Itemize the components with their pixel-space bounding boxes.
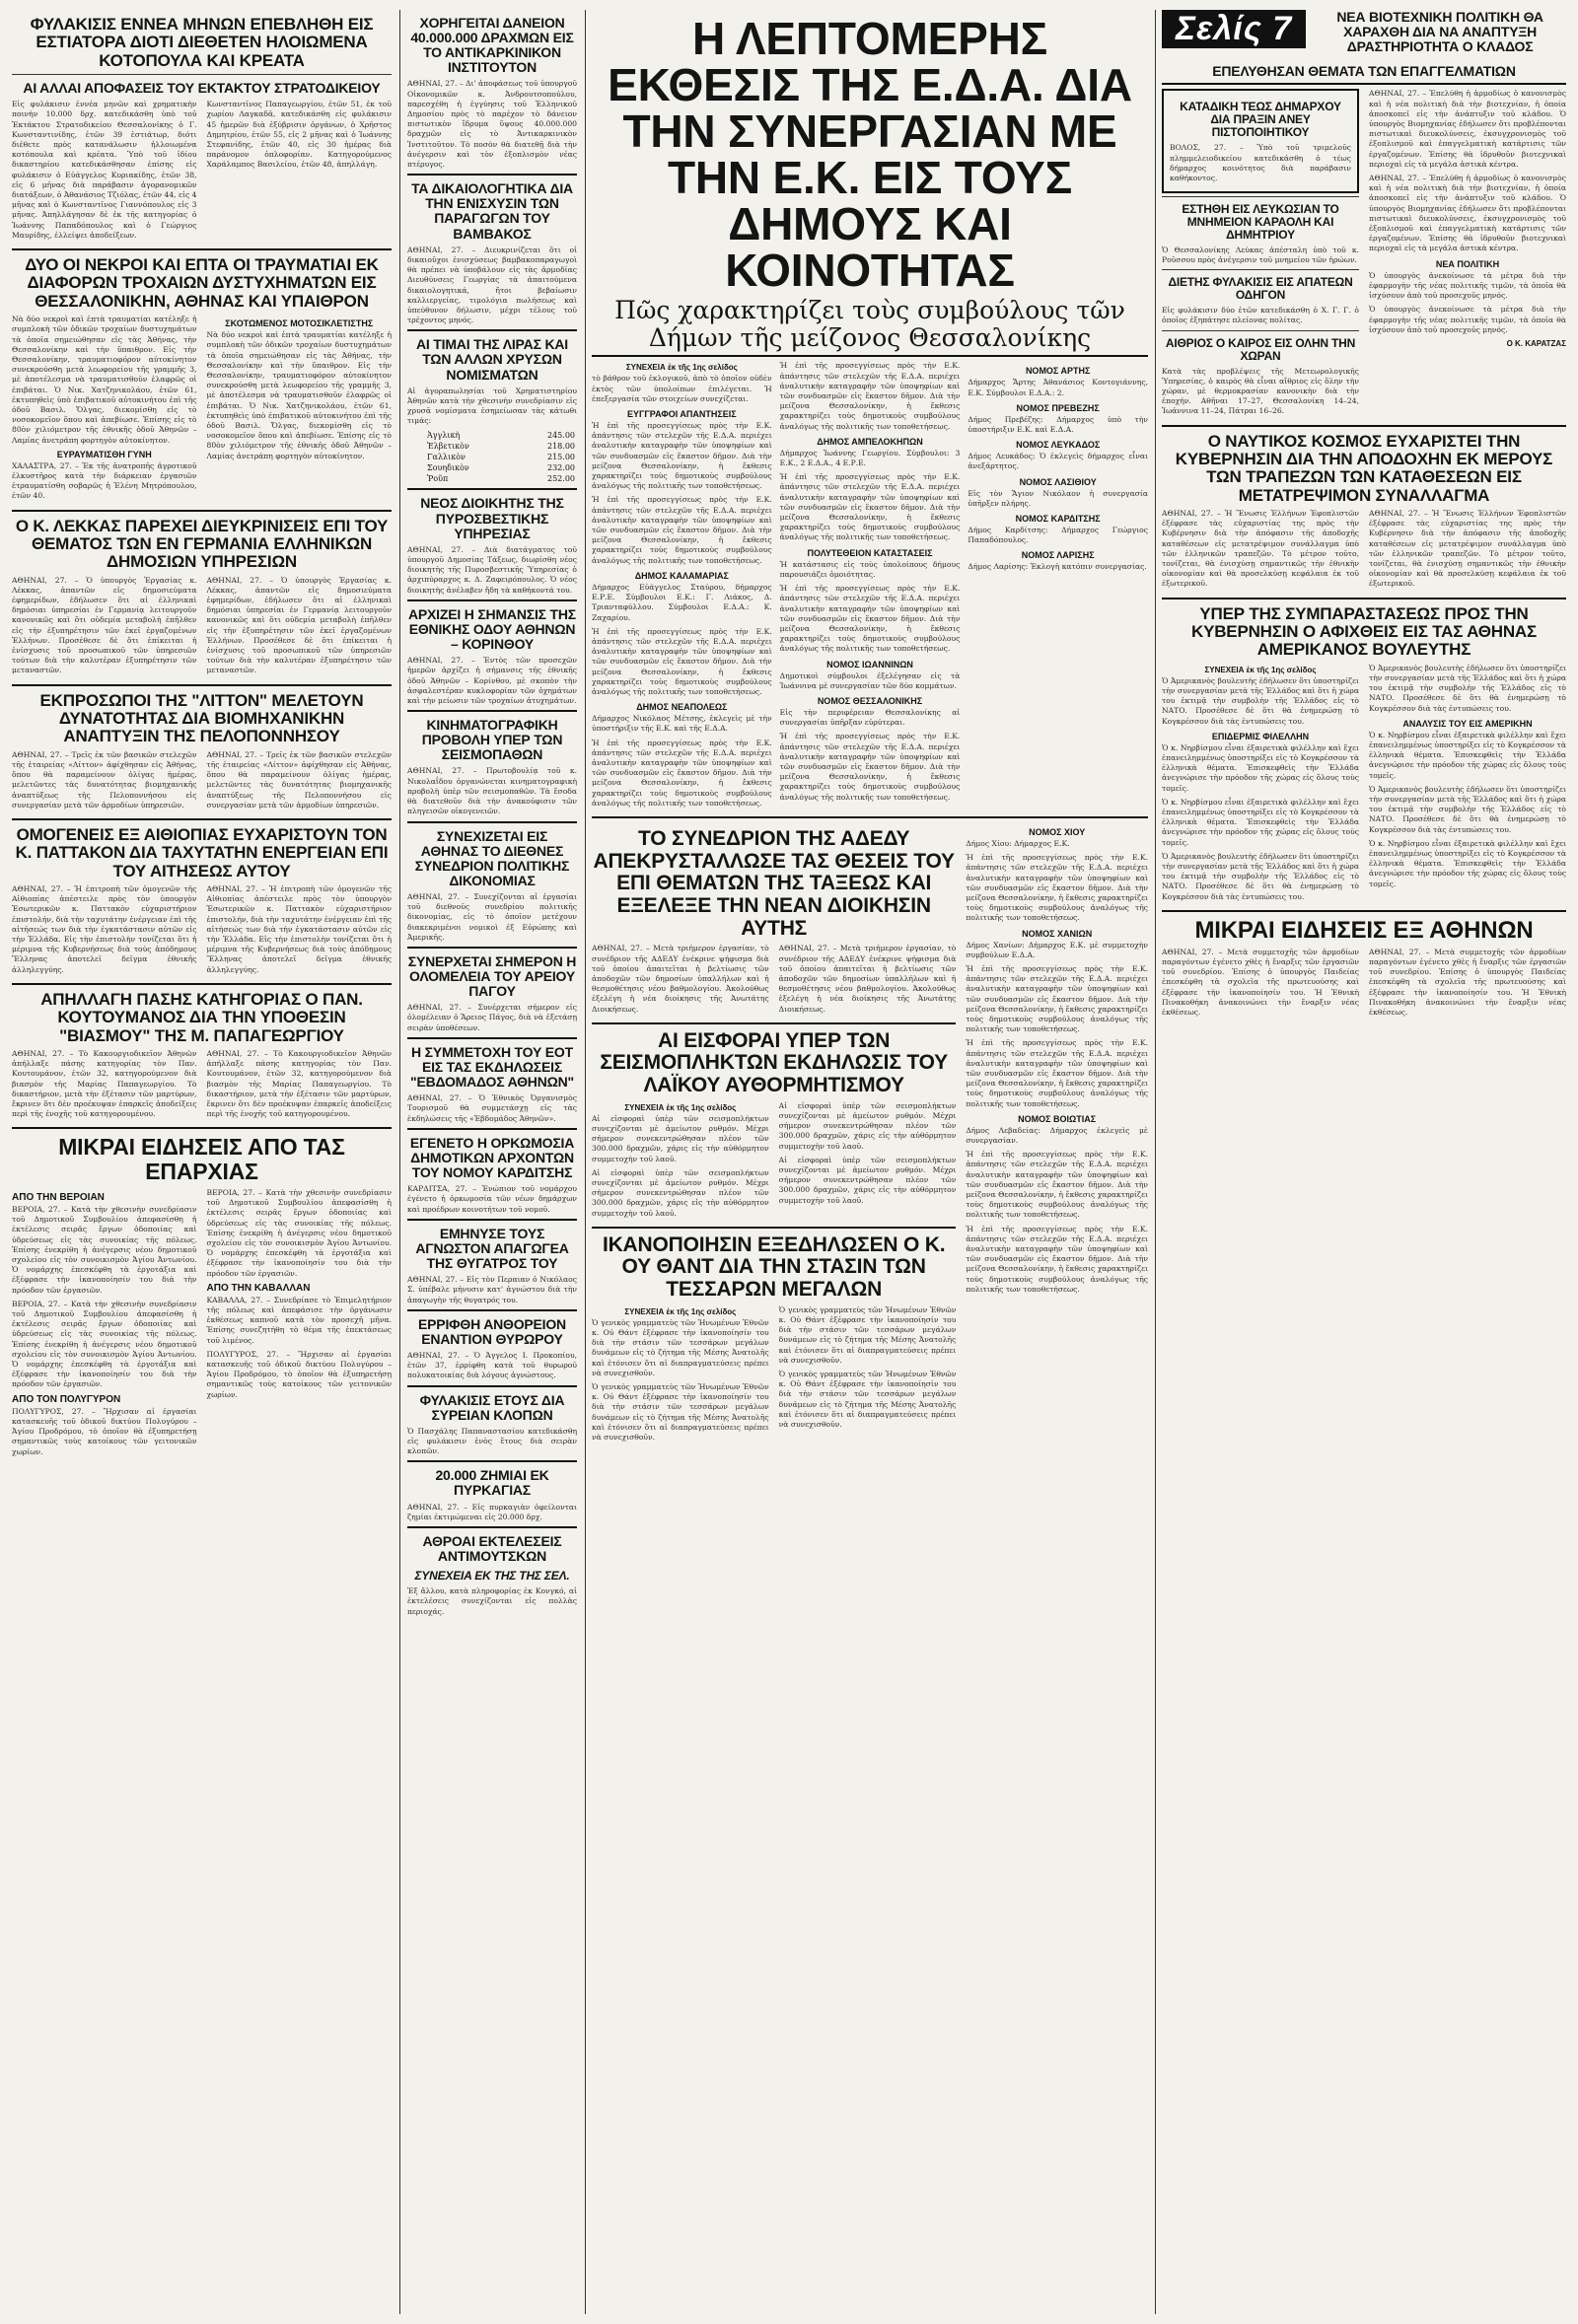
article-text: Ὁ κ. Νηρβίσμου εἶναι ἐξαιρετικὰ φιλέλλην καὶ ἔχει ἐπανειλημμένως ὑποστηρίξει εἰς τὸ Κογκρέσσον τὰ ἑλληνικὰ θέματα. Ἐπισκεφθεὶς τὴν Ἑλλάδα ἀνεγνώρισε τὴν πρόοδον τῆς χώρας εἰς ὅλους τοὺς τομεῖς. — [1369, 730, 1566, 780]
center-column — [592, 10, 1148, 1446]
article-text: Νὰ δύο νεκροὶ καὶ ἑπτὰ τραυματίαι κατέληξε ἡ συμπλοκὴ τῶν ὁδικῶν τροχαίων δυστυχημάτων τὰ ὁποῖα σημειώθησαν εἰς τὰς Ἀθήνας, τὴν Θεσσαλονίκην καὶ τὴν ὕπαιθρον. Εἰς τὴν Θεσσαλονίκην, τραυματιοφόρον αὐτοκίνητον συνεκρούσθη μετὰ λεωφορείου τῆς γραμμῆς 3, μὲ ἀποτέλεσμα νὰ τραυματισθοῦν ἐλαφρῶς οἱ ἐπιβάται. Ὁ Νικ. Χατζηνικολάου, ἐτῶν 61, ἐκτυπηθεὶς ὑπὸ ἐπιβατικοῦ αὐτοκινήτου ἐπὶ τῆς ὁδοῦ Βασιλ. Ὄλγας, διεκομίσθη εἰς τὸ νοσοκομεῖον ὅπου καὶ ἀπεβίωσε. Ἐπίσης εἰς τὸ 80ὸν χιλιόμετρον τῆς ἐθνικῆς ὁδοῦ Ἀθηνῶν – Λαμίας ἀνετράπη φορτηγὸν αὐτοκίνητον. — [206, 330, 392, 460]
article-text: Εἰς φυλάκισιν δύο ἐτῶν κατεδικάσθη ὁ Χ. Γ. Γ. ὁ ὁποῖος ἐξηπάτησε πλείονας πολίτας. — [1162, 306, 1359, 325]
column-rule — [399, 10, 400, 2314]
article-text: ΑΘΗΝΑΙ, 27. – Τὸ Κακουργιοδικεῖον Ἀθηνῶν ἀπήλλαξε πάσης κατηγορίας τὸν Παν. Κουτουμάνον, ἐτῶν 32, κατηγορούμενον διὰ βιασμὸν τῆς Μαρίας Παπαγεωργίου. Τὸ δικαστήριον, μετὰ τὴν ἐξέτασιν τῶν μαρτύρων, ἔκρινεν ὅτι δὲν προέκυψαν ἐπαρκεῖς ἀποδείξεις περὶ τῆς ἐνοχῆς τοῦ κατηγορουμένου. — [12, 1048, 197, 1119]
price-row: Γαλλικὸν 215.00 — [427, 453, 575, 462]
price-row: Ἑλβετικὸν 218.00 — [427, 442, 575, 452]
article-text: Κωνσταντῖνος Παπαγεωργίου, ἐτῶν 51, ἐκ τοῦ χωρίου Λαγκαδᾶ, κατεδικάσθη εἰς φυλάκισιν 45 ἡμερῶν διὰ ἐξύβρισιν ὀργάνων, ὁ Χρῆστος Δημητρίου, ἐτῶν 55, εἰς 2 μῆνας καὶ ὁ Ἰωάννης Στεφανίδης, ἐτῶν 40, εἰς 30 ἡμέρας διὰ παράνομον ὀπλοφορίαν. Κατηγορούμενος Χαράλαμπος Βασιλείου, ἐτῶν 48, ἀπηλλάγη. — [206, 100, 392, 170]
headline: ΦΥΛΑΚΙΣΙΣ ΕΝΝΕΑ ΜΗΝΩΝ ΕΠΕΒΛΗΘΗ ΕΙΣ ΕΣΤΙΑΤΟΡΑ ΔΙΟΤΙ ΔΙΕΘΕΤΕΝ ΗΛΟΙΩΜΕΝΑ ΚΟΤΟΠΟΥΛΑ ΚΑΙ ΚΡΕΑΤΑ — [30, 15, 374, 70]
headline: ΑΙΘΡΙΟΣ Ο ΚΑΙΡΟΣ ΕΙΣ ΟΛΗΝ ΤΗΝ ΧΩΡΑΝ — [1165, 335, 1356, 363]
article-text: ΑΘΗΝΑΙ, 27. – Τὸ Κακουργιοδικεῖον Ἀθηνῶν ἀπήλλαξε πάσης κατηγορίας τὸν Παν. Κουτουμάνον, ἐτῶν 32, κατηγορούμενον διὰ βιασμὸν τῆς Μαρίας Παπαγεωργίου. Τὸ δικαστήριον, μετὰ τὴν ἐξέτασιν τῶν μαρτύρων, ἔκρινεν ὅτι δὲν προέκυψαν ἐπαρκεῖς ἀποδείξεις περὶ τῆς ἐνοχῆς τοῦ κατηγορουμένου. — [206, 1048, 392, 1119]
article-text: ΒΟΛΟΣ, 27. – Ὑπὸ τοῦ τριμελοῦς πλημμελειοδικείου κατεδικάσθη ὁ τέως δήμαρχος κοινότητος διὰ παράβασιν καθήκοντος. — [1170, 143, 1351, 182]
article-text: Ἡ ἐπὶ τῆς προσεγγίσεως πρὸς τὴν Ε.Κ. ἀπάντησις τῶν στελεχῶν τῆς Ε.Δ.Α. περιέχει ἀναλυτικὴν καταγραφὴν τῶν ὑποψηφίων καὶ τῶν συνδυασμῶν εἰς ἕκαστον δῆμον. Διὰ τὴν μείζονα Θεσσαλονίκην, ἡ ἔκθεσις χαρακτηρίζει τοὺς δημοτικοὺς συμβούλους ἀναλόγως τῆς πολιτικῆς των τοποθετήσεως. — [779, 472, 961, 542]
article-text: ΑΘΗΝΑΙ, 27. – Διευκρινίζεται ὅτι οἱ δικαιοῦχοι ἐνισχύσεως βαμβακοπαραγωγοὶ θὰ πρέπει νὰ ὑποβάλουν εἰς τὰς ἁρμοδίας Διευθύνσεις Γεωργίας τὰ ἀπαιτούμενα δικαιολογητικά, ἤτοι βεβαίωσιν καλλιεργείας, τιμολόγια πωλήσεως καὶ ὑπεύθυνον δήλωσιν, μέχρι τέλους τοῦ τρέχοντος μηνός. — [407, 245, 577, 325]
article-text: ΒΕΡΟΙΑ, 27. – Κατὰ τὴν χθεσινὴν συνεδρίασιν τοῦ Δημοτικοῦ Συμβουλίου ἀπεφασίσθη ἡ ἐκτέλεσις σειρᾶς ἔργων ὁδοποιίας καὶ ὑδρεύσεως εἰς τὰς συνοικίας τῆς πόλεως. Ἐπίσης ἐνεκρίθη ἡ ἀνέγερσις νέου δημοτικοῦ σχολείου εἰς τὸν συνοικισμὸν Ἁγίου Ἀντωνίου. Ὁ νομάρχης ἐπεσκέφθη τὰ ἐργοτάξια καὶ ἐξέφρασε τὴν ἱκανοποίησίν του διὰ τὴν πρόοδον τῶν ἐργασιῶν. — [12, 1299, 197, 1389]
article-text: Αἱ εἰσφοραὶ ὑπὲρ τῶν σεισμοπλήκτων συνεχίζονται μὲ ἀμείωτον ρυθμόν. Μέχρι σήμερον συνεκεντρώθησαν πλέον τῶν 300.000 δραχμῶν, χάρις εἰς τὴν αὐθόρμητον συμμετοχὴν τοῦ λαοῦ. — [778, 1155, 957, 1205]
article-text: Δήμος Λεβαδείας: Δήμαρχος ἐκλεγεὶς μὲ συνεργασίαν. — [966, 1125, 1148, 1146]
headline: ΑΙ ΤΙΜΑΙ ΤΗΣ ΛΙΡΑΣ ΚΑΙ ΤΩΝ ΑΛΛΩΝ ΧΡΥΣΩΝ ΝΟΜΙΣΜΑΤΩΝ — [416, 336, 568, 383]
article-text: Ὁ Ἀμερικανὸς βουλευτὴς ἐδήλωσεν ὅτι ὑποστηρίζει τὴν συνεργασίαν μετὰ τῆς Ἑλλάδος καὶ ὅτι ἡ χώρα του ἐκτιμᾷ τὴν συμβολὴν τῆς Ἑλλάδος εἰς τὸ ΝΑΤΟ. Προσέθεσε δὲ ὅτι θὰ ἐνημερώσῃ τὸ Κογκρέσσον διὰ τὰς ἐντυπώσεις του. — [1369, 784, 1566, 834]
section-headline: ΜΙΚΡΑΙ ΕΙΔΗΣΕΙΣ ΕΞ ΑΘΗΝΩΝ — [1194, 916, 1534, 944]
lead-headline: Η ΛΕΠΤΟΜΕΡΗΣ ΕΚΘΕΣΙΣ ΤΗΣ Ε.Δ.Α. ΔΙΑ ΤΗΝ ΣΥΝΕΡΓΑΣΙΑΝ ΜΕ ΤΗΝ Ε.Κ. ΕΙΣ ΤΟΥΣ ΔΗΜΟΥΣ ΚΑΙ ΚΟΙΝΟΤΗΤΑΣ — [608, 13, 1132, 296]
article-text: ΑΘΗΝΑΙ, 27. – Πρωτοβουλίᾳ τοῦ κ. Νικολαΐδου ὀργανώνεται κινηματογραφικὴ προβολὴ ὑπὲρ τῶν σεισμοπαθῶν. Τὰ ἔσοδα θὰ διατεθοῦν διὰ τὴν ἀνακούφισιν τῶν πληγεισῶν οἰκογενειῶν. — [407, 766, 577, 816]
headline: ΣΥΝΕΡΧΕΤΑΙ ΣΗΜΕΡΟΝ Η ΟΛΟΜΕΛΕΙΑ ΤΟΥ ΑΡΕΙΟΥ ΠΑΓΟΥ — [407, 952, 577, 1000]
headline: ΣΥΝΕΧΙΖΕΤΑΙ ΕΙΣ ΑΘΗΝΑΣ ΤΟ ΔΙΕΘΝΕΣ ΣΥΝΕΔΡΙΟΝ ΠΟΛΙΤΙΚΗΣ ΔΙΚΟΝΟΜΙΑΣ — [414, 827, 570, 888]
headline: ΑΘΡΟΑΙ ΕΚΤΕΛΕΣΕΙΣ ΑΝΤΙΜΟΥΤΣΚΩΝ — [422, 1532, 562, 1565]
article-text: Ὁ γενικὸς γραμματεὺς τῶν Ἡνωμένων Ἐθνῶν κ. Οὐ Θάντ ἐξέφρασε τὴν ἱκανοποίησίν του διὰ τὴν στάσιν τῶν τεσσάρων μεγάλων δυνάμεων εἰς τὸ ζήτημα τῆς Μέσης Ἀνατολῆς καὶ ἐτόνισεν ὅτι αἱ διαπραγματεύσεις πρέπει νὰ συνεχισθοῦν. — [592, 1382, 769, 1443]
article-text: ΑΘΗΝΑΙ, 27. – Δι' ἀποφάσεως τοῦ ὑπουργοῦ Οἰκονομικῶν κ. Ἀνδρουτσοπούλου, παρεσχέθη ἡ ἐγγύησις τοῦ Ἑλληνικοῦ Δημοσίου πρὸς τὸ παρέχον τὸ δάνειον πιστωτικὸν ἵδρυμα ὕψους 40.000.000 δραχμῶν εἰς τὸ Ἀντικαρκινικὸν Ἰνστιτοῦτον. Τὸ ποσὸν θὰ διατεθῇ διὰ τὴν ἀνέγερσιν καὶ τὸν ἐξοπλισμὸν νέας πτέρυγος. — [407, 79, 577, 170]
subheadline: ΑΠΟ ΤΗΝ ΚΑΒΑΛΛΑΝ — [206, 1282, 311, 1294]
article-text: Αἱ εἰσφοραὶ ὑπὲρ τῶν σεισμοπλήκτων συνεχίζονται μὲ ἀμείωτον ρυθμόν. Μέχρι σήμερον συνεκεντρώθησαν πλέον τῶν 300.000 δραχμῶν, χάρις εἰς τὴν αὐθόρμητον συμμετοχὴν τοῦ λαοῦ. — [778, 1100, 957, 1151]
subheadline: ΝΕΑ ΠΟΛΙΤΙΚΗ — [1435, 258, 1500, 269]
article-text: Ἡ ἐπὶ τῆς προσεγγίσεως πρὸς τὴν Ε.Κ. ἀπάντησις τῶν στελεχῶν τῆς Ε.Δ.Α. περιέχει ἀναλυτικὴν καταγραφὴν τῶν ὑποψηφίων καὶ τῶν συνδυασμῶν εἰς ἕκαστον δῆμον. Διὰ τὴν μείζονα Θεσσαλονίκην, ἡ ἔκθεσις χαρακτηρίζει τοὺς δημοτικοὺς συμβούλους ἀναλόγως τῆς πολιτικῆς των τοποθετήσεως. — [779, 361, 961, 431]
article-text: ΑΘΗΝΑΙ, 27. – Ὁ Ἀγγελος Ι. Προκοπίου, ἐτῶν 37, ἐρρίφθη κατὰ τοῦ θυρωροῦ πολυκατοικίας διὰ λόγους ἀγνώστους. — [407, 1350, 577, 1380]
headline: ΧΟΡΗΓΕΙΤΑΙ ΔΑΝΕΙΟΝ 40.000.000 ΔΡΑΧΜΩΝ ΕΙΣ ΤΟ ΑΝΤΙΚΑΡΚΙΝΙΚΟΝ ΙΝΣΤΙΤΟΥΤΟΝ — [410, 15, 574, 76]
article-text: Ἡ ἐπὶ τῆς προσεγγίσεως πρὸς τὴν Ε.Κ. ἀπάντησις τῶν στελεχῶν τῆς Ε.Δ.Α. περιέχει ἀναλυτικὴν καταγραφὴν τῶν ὑποψηφίων καὶ τῶν συνδυασμῶν εἰς ἕκαστον δῆμον. Διὰ τὴν μείζονα Θεσσαλονίκην, ἡ ἔκθεσις χαρακτηρίζει τοὺς δημοτικοὺς συμβούλους ἀναλόγως τῆς πολιτικῆς των τοποθετήσεως. — [966, 1150, 1148, 1220]
article-text: Ὁ γενικὸς γραμματεὺς τῶν Ἡνωμένων Ἐθνῶν κ. Οὐ Θάντ ἐξέφρασε τὴν ἱκανοποίησίν του διὰ τὴν στάσιν τῶν τεσσάρων μεγάλων δυνάμεων εἰς τὸ ζήτημα τῆς Μέσης Ἀνατολῆς καὶ ἐτόνισεν ὅτι αἱ διαπραγματεύσεις πρέπει νὰ συνεχισθοῦν. — [778, 1370, 957, 1430]
article-text: ΒΕΡΟΙΑ, 27. – Κατὰ τὴν χθεσινὴν συνεδρίασιν τοῦ Δημοτικοῦ Συμβουλίου ἀπεφασίσθη ἡ ἐκτέλεσις σειρᾶς ἔργων ὁδοποιίας καὶ ὑδρεύσεως εἰς τὰς συνοικίας τῆς πόλεως. Ἐπίσης ἐνεκρίθη ἡ ἀνέγερσις νέου δημοτικοῦ σχολείου εἰς τὸν συνοικισμὸν Ἁγίου Ἀντωνίου. Ὁ νομάρχης ἐπεσκέφθη τὰ ἐργοτάξια καὶ ἐξέφρασε τὴν ἱκανοποίησίν του διὰ τὴν πρόοδον τῶν ἐργασιῶν. — [206, 1188, 392, 1278]
article-text: Δήμαρχος Ἰωάννης Γεωργίου. Σύμβουλοι: 3 Ε.Κ., 2 Ε.Δ.Α., 4 Ε.Ρ.Ε. — [779, 448, 961, 468]
headline: ΤΟ ΣΥΝΕΔΡΙΟΝ ΤΗΣ ΑΔΕΔΥ ΑΠΕΚΡΥΣΤΑΛΛΩΣΕ ΤΑΣ ΘΕΣΕΙΣ ΤΟΥ ΕΠΙ ΘΕΜΑΤΩΝ ΤΗΣ ΤΑΞΕΩΣ ΚΑΙ ΕΞΕΛΕΞΕ ΤΗΝ ΝΕΑΝ ΔΙΟΙΚΗΣΙΝ ΑΥΤΗΣ — [593, 826, 955, 940]
article-text: Ὁ Ἀμερικανὸς βουλευτὴς ἐδήλωσεν ὅτι ὑποστηρίζει τὴν συνεργασίαν μετὰ τῆς Ἑλλάδος καὶ ὅτι ἡ χώρα του ἐκτιμᾷ τὴν συμβολὴν τῆς Ἑλλάδος εἰς τὸ ΝΑΤΟ. Προσέθεσε δὲ ὅτι θὰ ἐνημερώσῃ τὸ Κογκρέσσον διὰ τὰς ἐντυπώσεις του. — [1162, 675, 1359, 726]
article-text: ΑΘΗΝΑΙ, 27. – Ἡ Ἕνωσις Ἑλλήνων Ἐφοπλιστῶν ἐξέφρασε τὰς εὐχαριστίας της πρὸς τὴν Κυβέρνησιν διὰ τὴν ἀπόφασιν τῆς ἀποδοχῆς καταθέσεων εἰς μετατρέψιμον συνάλλαγμα ὑπὸ τῶν ἑλληνικῶν τραπεζῶν. Τὸ μέτρον τοῦτο, τονίζεται, θὰ ἐνισχύσῃ σημαντικῶς τὴν ἐθνικὴν οἰκονομίαν καὶ θὰ προσελκύσῃ κεφάλαια ἐκ τοῦ ἐξωτερικοῦ. — [1162, 509, 1359, 589]
headline: ΕΣΤΗΘΗ ΕΙΣ ΛΕΥΚΩΣΙΑΝ ΤΟ ΜΝΗΜΕΙΟΝ ΚΑΡΑΟΛΗ ΚΑΙ ΔΗΜΗΤΡΙΟΥ — [1182, 202, 1339, 243]
right-column — [1162, 10, 1566, 1021]
headline: ΕΜΗΝΥΣΕ ΤΟΥΣ ΑΓΝΩΣΤΟΝ ΑΠΑΓΩΓΕΑ ΤΗΣ ΘΥΓΑΤΡΟΣ ΤΟΥ — [415, 1225, 569, 1271]
subheadline: ΕΠΕΛΥΘΗΣΑΝ ΘΕΜΑΤΑ ΤΩΝ ΕΠΑΓΓΕΛΜΑΤΙΩΝ — [1212, 63, 1516, 80]
headline: Ο ΝΑΥΤΙΚΟΣ ΚΟΣΜΟΣ ΕΥΧΑΡΙΣΤΕΙ ΤΗΝ ΚΥΒΕΡΝΗΣΙΝ ΔΙΑ ΤΗΝ ΑΠΟΔΟΧΗΝ ΕΚ ΜΕΡΟΥΣ ΤΩΝ ΤΡΑΠΕΖΩΝ ΤΩΝ ΚΑΤΑΘΕΣΕΩΝ ΕΙΣ ΜΕΤΑΤΡΕΨΙΜΟΝ ΣΥΝΑΛΛΑΓΜΑ — [1175, 431, 1553, 505]
article-text: ΠΟΛΥΓΥΡΟΣ, 27. – Ἤρχισαν αἱ ἐργασίαι κατασκευῆς τοῦ ὁδικοῦ δικτύου Πολυγύρου – Ἁγίου Προδρόμου, τὸ ὁποῖον θὰ ἐξυπηρετήσῃ σημαντικῶς τοὺς κατοίκους τῶν γειτονικῶν χωρίων. — [206, 1349, 392, 1399]
article-text: Ἡ ἐπὶ τῆς προσεγγίσεως πρὸς τὴν Ε.Κ. ἀπάντησις τῶν στελεχῶν τῆς Ε.Δ.Α. περιέχει ἀναλυτικὴν καταγραφὴν τῶν ὑποψηφίων καὶ τῶν συνδυασμῶν εἰς ἕκαστον δῆμον. Διὰ τὴν μείζονα Θεσσαλονίκην, ἡ ἔκθεσις χαρακτηρίζει τοὺς δημοτικοὺς συμβούλους ἀναλόγως τῆς πολιτικῆς των τοποθετήσεως. — [592, 495, 772, 565]
headline: ΦΥΛΑΚΙΣΙΣ ΕΤΟΥΣ ΔΙΑ ΣΥΡΕΙΑΝ ΚΛΟΠΩΝ — [419, 1391, 565, 1423]
section-label: ΝΟΜΟΣ ΘΕΣΣΑΛΟΝΙΚΗΣ — [817, 695, 923, 706]
article-text: ΑΘΗΝΑΙ, 27. – Ἡ ἐπιτροπὴ τῶν ὁμογενῶν τῆς Αἰθιοπίας ἀπέστειλε πρὸς τὸν ὑπουργὸν Ἐσωτερικῶν κ. Παττακὸν εὐχαριστήριον ἐπιστολήν, διὰ τὴν ταχυτάτην ἐνέργειαν ἐπὶ τῆς αἰτήσεώς των διὰ τὴν ἐγκατάστασιν αὐτῶν εἰς τὴν Ἑλλάδα. Εἰς τὴν ἐπιστολὴν τονίζεται ὅτι ἡ μέριμνα τῆς Κυβερνήσεως διὰ τοὺς ἀπόδημους Ἕλληνας ἀποτελεῖ δεῖγμα ἐθνικῆς ἀλληλεγγύης. — [206, 884, 392, 974]
article-text: ΑΘΗΝΑΙ, 27. – Ἐπελύθη ἡ ἀρμοδίως ὁ κανονισμὸς καὶ ἡ νέα πολιτικὴ διὰ τὴν βιοτεχνίαν, ἡ ὁποία ἀποσκοπεῖ εἰς τὴν ἀνάπτυξιν τοῦ κλάδου. Ὁ ὑπουργὸς Βιομηχανίας ἐδήλωσεν ὅτι προβλέπονται πιστωτικαὶ διευκολύνσεις, ἐκσυγχρονισμὸς τοῦ ἐξοπλισμοῦ καὶ ἐπαγγελματικὴ κατάρτισις τῶν ἐργαζομένων. Ἐπίσης θὰ ἱδρυθοῦν βιοτεχνικαὶ περιοχαὶ εἰς τὰ μεγάλα ἀστικὰ κέντρα. — [1369, 174, 1566, 253]
page-number-logo: Σελίς 7 — [1162, 10, 1306, 48]
price-row: Ἀγγλικὴ 245.00 — [427, 431, 575, 441]
subheadline: ΑΝΑΛΥΣΙΣ ΤΟΥ ΕΙΣ ΑΜΕΡΙΚΗΝ — [1402, 718, 1533, 729]
lead-subtitle: Πῶς χαρακτηρίζει τοὺς συμβούλους τῶν Δήμων τῆς μείζονος Θεσσαλονίκης — [614, 296, 1125, 352]
subheadline: ΕΥΓΓΡΑΦΟΙ ΑΠΑΝΤΗΣΕΙΣ — [626, 409, 737, 420]
article-text: ΑΘΗΝΑΙ, 27. – Μετὰ τριήμερον ἐργασίαν, τὸ συνέδριον τῆς ΑΔΕΔΥ ἐνέκρινε ψήφισμα διὰ τοῦ ὁποίου ἀπαιτεῖται ἡ βελτίωσις τῶν ἀποδοχῶν τῶν δημοσίων ὑπαλλήλων καὶ ἡ θεσμοθέτησις νέου βαθμολογίου. Ἀκολούθως ἐξελέγη ἡ νέα διοίκησις τῆς Ἀνωτάτης Διοικήσεως. — [778, 944, 957, 1014]
section-label: ΔΗΜΟΣ ΝΕΑΠΟΛΕΩΣ — [636, 702, 728, 713]
article-text: ΑΘΗΝΑΙ, 27. – Μετὰ συμμετοχῆς τῶν ἁρμοδίων παραγόντων ἐγένετο χθὲς ἡ ἔναρξις τῶν ἐργασιῶν τοῦ συνεδρίου. Ἐπίσης ὁ ὑπουργὸς Παιδείας ἐπεσκέφθη τὰ σχολεῖα τῆς πρωτευούσης καὶ ἐξέφρασε τὴν ἱκανοποίησίν του. Ἡ Ἐθνικὴ Πινακοθήκη ἀνακοινώνει τὴν ἔναρξιν νέας ἐκθέσεως. — [1162, 947, 1359, 1017]
article-text: Δήμαρχος Εὐάγγελος Σταύρου, δήμαρχος Ε.Ρ.Ε. Σύμβουλοι Ε.Κ.: Γ. Λιάκος, Δ. Τριανταφύλλου. Σύμβουλοι Ε.Δ.Α.: Κ. Ζαχαρίου. — [592, 582, 772, 622]
headline: ΝΕΟΣ ΔΙΟΙΚΗΤΗΣ ΤΗΣ ΠΥΡΟΣΒΕΣΤΙΚΗΣ ΥΠΗΡΕΣΙΑΣ — [420, 495, 564, 541]
article-text: Εἰς τὸν Ἅγιον Νικόλαον ἡ συνεργασία ὑπῆρξεν πλήρης. — [968, 488, 1149, 508]
article-text: Αἱ εἰσφοραὶ ὑπὲρ τῶν σεισμοπλήκτων συνεχίζονται μὲ ἀμείωτον ρυθμόν. Μέχρι σήμερον συνεκεντρώθησαν πλέον τῶν 300.000 δραχμῶν, χάρις εἰς τὴν αὐθόρμητον συμμετοχὴν τοῦ λαοῦ. — [592, 1113, 769, 1163]
article-text: Ὁ Πασχάλης Παπαναστασίου κατεδικάσθη εἰς φυλάκισιν ἑνὸς ἔτους διὰ σειρὰν κλοπῶν. — [407, 1426, 577, 1456]
subheadline: ΕΠΙΔΕΡΜΙΣ ΦΙΛΕΛΛΗΝ — [1211, 731, 1310, 741]
article-text: ΑΘΗΝΑΙ, 27. – Ἐντὸς τῶν προσεχῶν ἡμερῶν ἀρχίζει ἡ σήμανσις τῆς ἐθνικῆς ὁδοῦ Ἀθηνῶν – Κορίνθου, μὲ σκοπὸν τὴν ἀσφαλεστέραν κυκλοφορίαν τῶν ὀχημάτων καὶ τὴν μείωσιν τῶν τροχαίων ἀτυχημάτων. — [407, 656, 577, 705]
article-text: ΧΑΛΑΣΤΡΑ, 27. – Ἐκ τῆς ἀνατροπῆς ἀγροτικοῦ ἐλκυστῆρος κατὰ τὴν διάρκειαν ἐργασιῶν ἐτραυματίσθη σοβαρῶς ἡ Ἐλένη Μητρόπουλου, ἐτῶν 40. — [12, 460, 197, 501]
article-text: ΑΘΗΝΑΙ, 27. – Ὁ ὑπουργὸς Ἐργασίας κ. Λέκκας, ἀπαντῶν εἰς δημοσιεύματα ἐφημερίδων, ἐδήλωσεν ὅτι αἱ ἐλληνικαὶ δημόσιαι ὑπηρεσίαι ἐν Γερμανίᾳ λειτουργοῦν κανονικῶς καὶ ὅτι οὐδεμία μεταβολὴ ἐπῆλθεν εἰς τὴν ἐξυπηρέτησιν τῶν ἐκεῖ ἐργαζομένων Ἑλλήνων. Προσέθεσε δὲ ὅτι ἐπίκειται ἡ ἐνίσχυσις τοῦ προσωπικοῦ τῶν ὑπηρεσιῶν τούτων διὰ τὴν καλυτέραν ἐξυπηρέτησιν τῶν μεταναστῶν. — [206, 575, 392, 675]
section-label: ΝΟΜΟΣ ΑΡΤΗΣ — [1025, 366, 1091, 377]
article-text: Ὁ γενικὸς γραμματεὺς τῶν Ἡνωμένων Ἐθνῶν κ. Οὐ Θάντ ἐξέφρασε τὴν ἱκανοποίησίν του διὰ τὴν στάσιν τῶν τεσσάρων μεγάλων δυνάμεων εἰς τὸ ζήτημα τῆς Μέσης Ἀνατολῆς καὶ ἐτόνισεν ὅτι αἱ διαπραγματεύσεις πρέπει νὰ συνεχισθοῦν. — [592, 1317, 769, 1377]
article-text: Ἡ ἐπὶ τῆς προσεγγίσεως πρὸς τὴν Ε.Κ. ἀπάντησις τῶν στελεχῶν τῆς Ε.Δ.Α. περιέχει ἀναλυτικὴν καταγραφὴν τῶν ὑποψηφίων καὶ τῶν συνδυασμῶν εἰς ἕκαστον δῆμον. Διὰ τὴν μείζονα Θεσσαλονίκην, ἡ ἔκθεσις χαρακτηρίζει τοὺς δημοτικοὺς συμβούλους ἀναλόγως τῆς πολιτικῆς των τοποθετήσεως. — [592, 626, 772, 696]
section-label: ΝΟΜΟΣ ΧΙΟΥ — [1029, 826, 1086, 837]
article-text: ΑΘΗΝΑΙ, 27. – Ἡ ἐπιτροπὴ τῶν ὁμογενῶν τῆς Αἰθιοπίας ἀπέστειλε πρὸς τὸν ὑπουργὸν Ἐσωτερικῶν κ. Παττακὸν εὐχαριστήριον ἐπιστολήν, διὰ τὴν ταχυτάτην ἐνέργειαν ἐπὶ τῆς αἰτήσεώς των διὰ τὴν ἐγκατάστασιν αὐτῶν εἰς τὴν Ἑλλάδα. Εἰς τὴν ἐπιστολὴν τονίζεται ὅτι ἡ μέριμνα τῆς Κυβερνήσεως διὰ τοὺς ἀπόδημους Ἕλληνας ἀποτελεῖ δεῖγμα ἐθνικῆς ἀλληλεγγύης. — [12, 884, 197, 974]
article-text: ΑΘΗΝΑΙ, 27. – Ἡ Ἕνωσις Ἑλλήνων Ἐφοπλιστῶν ἐξέφρασε τὰς εὐχαριστίας της πρὸς τὴν Κυβέρνησιν διὰ τὴν ἀπόφασιν τῆς ἀποδοχῆς καταθέσεων εἰς μετατρέψιμον συνάλλαγμα ὑπὸ τῶν ἑλληνικῶν τραπεζῶν. Τὸ μέτρον τοῦτο, τονίζεται, θὰ ἐνισχύσῃ σημαντικῶς τὴν ἐθνικὴν οἰκονομίαν καὶ θὰ προσελκύσῃ κεφάλαια ἐκ τοῦ ἐξωτερικοῦ. — [1369, 509, 1566, 589]
headline: ΑΙ ΕΙΣΦΟΡΑΙ ΥΠΕΡ ΤΩΝ ΣΕΙΣΜΟΠΛΗΚΤΩΝ ΕΚΔΗΛΩΣΙΣ ΤΟΥ ΛΑΪΚΟΥ ΑΥΘΟΡΜΗΤΙΣΜΟΥ — [600, 1028, 948, 1097]
article-text: Ἡ ἐπὶ τῆς προσεγγίσεως πρὸς τὴν Ε.Κ. ἀπάντησις τῶν στελεχῶν τῆς Ε.Δ.Α. περιέχει ἀναλυτικὴν καταγραφὴν τῶν ὑποψηφίων καὶ τῶν συνδυασμῶν εἰς ἕκαστον δῆμον. Διὰ τὴν μείζονα Θεσσαλονίκην, ἡ ἔκθεσις χαρακτηρίζει τοὺς δημοτικοὺς συμβούλους ἀναλόγως τῆς πολιτικῆς των τοποθετήσεως. — [966, 1224, 1148, 1294]
headline: ΚΑΤΑΔΙΚΗ ΤΕΩΣ ΔΗΜΑΡΧΟΥ ΔΙΑ ΠΡΑΞΙΝ ΑΝΕΥ ΠΙΣΤΟΠΟΙΗΤΙΚΟΥ — [1180, 100, 1341, 140]
article-text: Δήμος Χίου: Δήμαρχος Ε.Κ. — [966, 838, 1070, 848]
headline: ΑΡΧΙΖΕΙ Η ΣΗΜΑΝΣΙΣ ΤΗΣ ΕΘΝΙΚΗΣ ΟΔΟΥ ΑΘΗΝΩΝ – ΚΟΡΙΝΘΟΥ — [408, 605, 576, 653]
article-text: Ὁ γενικὸς γραμματεὺς τῶν Ἡνωμένων Ἐθνῶν κ. Οὐ Θάντ ἐξέφρασε τὴν ἱκανοποίησίν του διὰ τὴν στάσιν τῶν τεσσάρων μεγάλων δυνάμεων εἰς τὸ ζήτημα τῆς Μέσης Ἀνατολῆς καὶ ἐτόνισεν ὅτι αἱ διαπραγματεύσεις πρέπει νὰ συνεχισθοῦν. — [778, 1304, 957, 1365]
article-text: Δημοτικοὶ σύμβουλοι ἐξελέγησαν εἰς τὰ Ἰωάννινα μὲ συνεργασίαν τῶν δύο κομμάτων. — [779, 670, 961, 690]
headline: ΕΡΡΙΦΘΗ ΑΝΘΟΡΕΙΟΝ ΕΝΑΝΤΙΟΝ ΘΥΡΩΡΟΥ — [418, 1315, 566, 1347]
second-column — [407, 10, 577, 1621]
headline: 20.000 ΖΗΜΙΑΙ ΕΚ ΠΥΡΚΑΓΙΑΣ — [435, 1467, 549, 1499]
headline: ΥΠΕΡ ΤΗΣ ΣΥΜΠΑΡΑΣΤΑΣΕΩΣ ΠΡΟΣ ΤΗΝ ΚΥΒΕΡΝΗΣΙΝ Ο ΑΦΙΧΘΕΙΣ ΕΙΣ ΤΑΣ ΑΘΗΝΑΣ ΑΜΕΡΙΚΑΝΟΣ ΒΟΥΛΕΥΤΗΣ — [1191, 603, 1537, 660]
headline: Η ΣΥΜΜΕΤΟΧΗ ΤΟΥ ΕΟΤ ΕΙΣ ΤΑΣ ΕΚΔΗΛΩΣΕΙΣ "ΕΒΔΟΜΑΔΟΣ ΑΘΗΝΩΝ" — [410, 1043, 574, 1091]
article-text: ΠΟΛΥΓΥΡΟΣ, 27. – Ἤρχισαν αἱ ἐργασίαι κατασκευῆς τοῦ ὁδικοῦ δικτύου Πολυγύρου – Ἁγίου Προδρόμου, τὸ ὁποῖον θὰ ἐξυπηρετήσῃ σημαντικῶς τοὺς κατοίκους τῶν γειτονικῶν χωρίων. — [12, 1406, 197, 1456]
article-text: Δήμος Καρδίτσης: Δήμαρχος Γεώργιος Παπαδόπουλος. — [968, 526, 1149, 545]
article-text: Δήμος Πρεβέζης: Δήμαρχος ὑπὸ τὴν ὑποστήριξιν Ε.Κ. καὶ Ε.Δ.Α. — [968, 414, 1149, 435]
article-text: Ὁ ὑπουργὸς ἀνεκοίνωσε τὰ μέτρα διὰ τὴν ἐφαρμογὴν τῆς νέας πολιτικῆς τιμῶν, τὰ ὁποῖα θὰ ἰσχύσουν ἀπὸ τοῦ προσεχοῦς μηνός. — [1369, 270, 1566, 301]
article-text: ΑΘΗΝΑΙ, 27. – Συνέρχεται σήμερον εἰς ὁλομέλειαν ὁ Ἄρειος Πάγος, διὰ νὰ ἐξετάσῃ σειρὰν ὑποθέσεων. — [407, 1003, 577, 1032]
headline: ΝΕΑ ΒΙΟΤΕΧΝΙΚΗ ΠΟΛΙΤΙΚΗ ΘΑ ΧΑΡΑΧΘΗ ΔΙΑ ΝΑ ΑΝΑΠΤΥΞΗ ΔΡΑΣΤΗΡΙΟΤΗΤΑ Ο ΚΛΑΔΟΣ — [1336, 9, 1543, 55]
article-text: Δήμος Λαρίσης: Ἐκλογὴ κατόπιν συνεργασίας. — [968, 562, 1147, 572]
article-text: Δήμος Λευκάδος: Ὁ ἐκλεγεὶς δήμαρχος εἶναι ἀνεξάρτητος. — [968, 452, 1149, 471]
headline: ΕΓΕΝΕΤΟ Η ΟΡΚΩΜΟΣΙΑ ΔΗΜΟΤΙΚΩΝ ΑΡΧΟΝΤΩΝ ΤΟΥ ΝΟΜΟΥ ΚΑΡΔΙΤΣΗΣ — [409, 1134, 575, 1181]
article-text: ΑΘΗΝΑΙ, 27. – Συνεχίζονται αἱ ἐργασίαι τοῦ διεθνοῦς συνεδρίου πολιτικῆς δικονομίας, εἰς τὸ ὁποῖον μετέχουν διακεκριμένοι νομικοὶ ἐξ Εὐρώπης καὶ Ἀμερικῆς. — [407, 891, 577, 942]
headline: ΙΚΑΝΟΠΟΙΗΣΙΝ ΕΞΕΔΗΛΩΣΕΝ Ο Κ. ΟΥ ΘΑΝΤ ΔΙΑ ΤΗΝ ΣΤΑΣΙΝ ΤΩΝ ΤΕΣΣΑΡΩΝ ΜΕΓΑΛΩΝ — [602, 1232, 946, 1302]
subheadline: ΑΠΟ ΤΟΝ ΠΟΛΥΓΥΡΟΝ — [12, 1393, 121, 1405]
article-text: Ὁ κ. Νηρβίσμου εἶναι ἐξαιρετικὰ φιλέλλην καὶ ἔχει ἐπανειλημμένως ὑποστηρίξει εἰς τὸ Κογκρέσσον τὰ ἑλληνικὰ θέματα. Ἐπισκεφθεὶς τὴν Ἑλλάδα ἀνεγνώρισε τὴν πρόοδον τῆς χώρας εἰς ὅλους τοὺς τομεῖς. — [1162, 797, 1359, 847]
article-text: Κατὰ τὰς προβλέψεις τῆς Μετεωρολογικῆς Ὑπηρεσίας, ὁ καιρὸς θὰ εἶναι αἴθριος εἰς ὅλην τὴν χώραν, μὲ θερμοκρασίαν κανονικὴν διὰ τὴν ἐποχήν. Αθῆναι 17–27, Θεσσαλονίκη 14–24, Ἰωάννινα 11–24, Πάτραι 16–26. — [1162, 366, 1359, 416]
price-row: Σουηδικὸν 232.00 — [427, 463, 575, 473]
byline: Ο Κ. ΚΑΡΑΤΖΑΣ — [1506, 338, 1566, 348]
continuation-label: ΣΥΝΕΧΕΙΑ ἐκ τῆς 1ης σελίδος — [1204, 665, 1317, 674]
article-text: Ἡ ἐπὶ τῆς προσεγγίσεως πρὸς τὴν Ε.Κ. ἀπάντησις τῶν στελεχῶν τῆς Ε.Δ.Α. περιέχει ἀναλυτικὴν καταγραφὴν τῶν ὑποψηφίων καὶ τῶν συνδυασμῶν εἰς ἕκαστον δῆμον. Διὰ τὴν μείζονα Θεσσαλονίκην, ἡ ἔκθεσις χαρακτηρίζει τοὺς δημοτικοὺς συμβούλους ἀναλόγως τῆς πολιτικῆς των τοποθετήσεως. — [966, 853, 1148, 923]
column-rule — [1155, 10, 1156, 2314]
article-text: Ἡ ἐπὶ τῆς προσεγγίσεως πρὸς τὴν Ε.Κ. ἀπάντησις τῶν στελεχῶν τῆς Ε.Δ.Α. περιέχει ἀναλυτικὴν καταγραφὴν τῶν ὑποψηφίων καὶ τῶν συνδυασμῶν εἰς ἕκαστον δῆμον. Διὰ τὴν μείζονα Θεσσαλονίκην, ἡ ἔκθεσις χαρακτηρίζει τοὺς δημοτικοὺς συμβούλους ἀναλόγως τῆς πολιτικῆς των τοποθετήσεως. — [966, 1038, 1148, 1108]
section-label: ΔΗΜΟΣ ΑΜΠΕΛΟΚΗΠΩΝ — [817, 436, 923, 447]
article-text: ΚΑΒΑΛΛΑ, 27. – Συνεδρίασε τὸ Ἐπιμελητήριον τῆς πόλεως καὶ ἀπεφάσισε τὴν ὀργάνωσιν ἐκθέσεως καπνοῦ κατὰ τὸν προσεχῆ μῆνα. Ἐπίσης συνεζητήθη τὸ θέμα τῆς ἐπεκτάσεως τοῦ λιμένος. — [206, 1295, 392, 1345]
continuation-label: ΣΥΝΕΧΕΙΑ ἐκ τῆς 1ης σελίδος — [624, 1306, 737, 1316]
section-label: ΠΟΛΥΤΕΘΕΙΟΝ ΚΑΤΑΣΤΑΣΕΙΣ — [807, 547, 933, 558]
subheadline: ΣΚΟΤΩΜΕΝΟΣ ΜΟΤΟΣΙΚΛΕΤΙΣΤΗΣ — [225, 318, 374, 329]
subheadline: ΕΥΡΑΥΜΑΤΙΣΘΗ ΓΥΝΗ — [56, 449, 152, 459]
column-rule — [585, 10, 586, 2314]
article-text: ΑΘΗΝΑΙ, 27. – Τρεῖς ἐκ τῶν βασικῶν στελεχῶν τῆς ἑταιρείας «Λίττον» ἀφίχθησαν εἰς Ἀθήνας, ὅπου θὰ παραμείνουν ὀλίγας ἡμέρας, μελετῶντες τὰς δυνατότητας βιομηχανικῆς ἀναπτύξεως τῆς Πελοποννήσου εἰς συνεργασίαν μετὰ τῶν ἁρμοδίων ὑπηρεσιῶν. — [12, 749, 197, 810]
article-text: Ὁ Θεσσαλονίκης Λεύκας ἀπέσταλη ὑπὸ τοῦ κ. Ροῦσσου πρὸς ἀνέγερσιν τοῦ μνημείου τῶν ἡρώων. — [1162, 245, 1359, 265]
section-label: ΝΟΜΟΣ ΙΩΑΝΝΙΝΩΝ — [826, 659, 913, 669]
section-headline: ΜΙΚΡΑΙ ΕΙΔΗΣΕΙΣ ΑΠΟ ΤΑΣ ΕΠΑΡΧΙΑΣ — [58, 1134, 345, 1185]
article-text: ΑΘΗΝΑΙ, 27. – Εἰς τὸν Περαιαν ὁ Νικόλαος Σ. ὑπέβαλε μήνυσιν κατ' ἀγνώστου διὰ τὴν ἀπαγωγὴν τῆς θυγατρός του. — [407, 1275, 577, 1304]
article-text: ΑΘΗΝΑΙ, 27. – Μετὰ συμμετοχῆς τῶν ἁρμοδίων παραγόντων ἐγένετο χθὲς ἡ ἔναρξις τῶν ἐργασιῶν τοῦ συνεδρίου. Ἐπίσης ὁ ὑπουργὸς Παιδείας ἐπεσκέφθη τὰ σχολεῖα τῆς πρωτευούσης καὶ ἐξέφρασε τὴν ἱκανοποίησίν του. Ἡ Ἐθνικὴ Πινακοθήκη ἀνακοινώνει τὴν ἔναρξιν νέας ἐκθέσεως. — [1369, 947, 1566, 1017]
subheadline: ΑΠΟ ΤΗΝ ΒΕΡΟΙΑΝ — [12, 1192, 105, 1204]
article-text: Ἡ κατάστασις εἰς τοὺς ὑπολοίπους δήμους παρουσιάζει ὁμοιότητας. — [779, 559, 961, 579]
section-label: ΝΟΜΟΣ ΚΑΡΔΙΤΣΗΣ — [1015, 514, 1101, 525]
section-label: ΝΟΜΟΣ ΒΟΙΩΤΙΑΣ — [1018, 1113, 1097, 1124]
article-text: Αἱ ἀγοραπωλησίαι τοῦ Χρηματιστηρίου Ἀθηνῶν κατὰ τὴν χθεσινὴν συνεδρίασιν εἰς χρυσᾶ νομίσματα ἐσημείωσαν τὰς κάτωθι τιμάς: — [407, 386, 577, 426]
section-label: ΝΟΜΟΣ ΛΑΡΙΣΗΣ — [1021, 550, 1095, 561]
headline: ΤΑ ΔΙΚΑΙΟΛΟΓΗΤΙΚΑ ΔΙΑ ΤΗΝ ΕΝΙΣΧΥΣΙΝ ΤΩΝ ΠΑΡΑΓΩΓΩΝ ΤΟΥ ΒΑΜΒΑΚΟΣ — [411, 180, 573, 242]
article-text: ΒΕΡΟΙΑ, 27. – Κατὰ τὴν χθεσινὴν συνεδρίασιν τοῦ Δημοτικοῦ Συμβουλίου ἀπεφασίσθη ἡ ἐκτέλεσις σειρᾶς ἔργων ὁδοποιίας καὶ ὑδρεύσεως εἰς τὰς συνοικίας τῆς πόλεως. Ἐπίσης ἐνεκρίθη ἡ ἀνέγερσις νέου δημοτικοῦ σχολείου εἰς τὸν συνοικισμὸν Ἁγίου Ἀντωνίου. Ὁ νομάρχης ἐπεσκέφθη τὰ ἐργοτάξια καὶ ἐξέφρασε τὴν ἱκανοποίησίν του διὰ τὴν πρόοδον τῶν ἐργασιῶν. — [12, 1205, 197, 1295]
gold-price-list — [427, 430, 577, 484]
article-text: ΑΘΗΝΑΙ, 27. – Τρεῖς ἐκ τῶν βασικῶν στελεχῶν τῆς ἑταιρείας «Λίττον» ἀφίχθησαν εἰς Ἀθήνας, ὅπου θὰ παραμείνουν ὀλίγας ἡμέρας, μελετῶντες τὰς δυνατότητας βιομηχανικῆς ἀναπτύξεως τῆς Πελοποννήσου εἰς συνεργασίαν μετὰ τῶν ἁρμοδίων ὑπηρεσιῶν. — [206, 749, 392, 810]
headline: ΔΙΕΤΗΣ ΦΥΛΑΚΙΣΙΣ ΕΙΣ ΑΠΑΤΕΩΝ ΟΔΗΓΟΝ — [1168, 275, 1353, 303]
left-column — [12, 10, 392, 1461]
article-text: ΑΘΗΝΑΙ, 27. – Διὰ διατάγματος τοῦ ὑπουργοῦ Δημοσίας Τάξεως, διωρίσθη νέος διοικητὴς τῆς Πυροσβεστικῆς Ὑπηρεσίας ὁ ἀρχιπύραρχος κ. Δ. Ζαφειρόπουλος. Ὁ νέος διοικητὴς ἀνέλαβεν ἤδη τὰ καθήκοντά του. — [407, 544, 577, 595]
article-text: Ἡ ἐπὶ τῆς προσεγγίσεως πρὸς τὴν Ε.Κ. ἀπάντησις τῶν στελεχῶν τῆς Ε.Δ.Α. περιέχει ἀναλυτικὴν καταγραφὴν τῶν ὑποψηφίων καὶ τῶν συνδυασμῶν εἰς ἕκαστον δῆμον. Διὰ τὴν μείζονα Θεσσαλονίκην, ἡ ἔκθεσις χαρακτηρίζει τοὺς δημοτικοὺς συμβούλους ἀναλόγως τῆς πολιτικῆς των τοποθετήσεως. — [779, 732, 961, 802]
article-text: Δήμος Χανίων: Δήμαρχος Ε.Κ. μὲ συμμετοχὴν συμβούλων Ε.Δ.Α. — [966, 940, 1148, 959]
headline: ΚΙΝΗΜΑΤΟΓΡΑΦΙΚΗ ΠΡΟΒΟΛΗ ΥΠΕΡ ΤΩΝ ΣΕΙΣΜΟΠΑΘΩΝ — [421, 717, 563, 763]
article-text: Ἡ ἐπὶ τῆς προσεγγίσεως πρὸς τὴν Ε.Κ. ἀπάντησις τῶν στελεχῶν τῆς Ε.Δ.Α. περιέχει ἀναλυτικὴν καταγραφὴν τῶν ὑποψηφίων καὶ τῶν συνδυασμῶν εἰς ἕκαστον δῆμον. Διὰ τὴν μείζονα Θεσσαλονίκην, ἡ ἔκθεσις χαρακτηρίζει τοὺς δημοτικοὺς συμβούλους ἀναλόγως τῆς πολιτικῆς των τοποθετήσεως. — [966, 963, 1148, 1034]
article-text: ΑΘΗΝΑΙ, 27. – Εἰς πυρκαγιὰν ὀφείλονται ζημίαι ἐκτιμώμεναι εἰς 20.000 δρχ. — [407, 1502, 577, 1521]
section-label: ΔΗΜΟΣ ΚΑΛΑΜΑΡΙΑΣ — [634, 570, 729, 581]
article-text: Νὰ δύο νεκροὶ καὶ ἑπτὰ τραυματίαι κατέληξε ἡ συμπλοκὴ τῶν ὁδικῶν τροχαίων δυστυχημάτων τὰ ὁποῖα σημειώθησαν εἰς τὰς Ἀθήνας, τὴν Θεσσαλονίκην καὶ τὴν ὕπαιθρον. Εἰς τὴν Θεσσαλονίκην, τραυματιοφόρον αὐτοκίνητον συνεκρούσθη μετὰ λεωφορείου τῆς γραμμῆς 3, μὲ ἀποτέλεσμα νὰ τραυματισθοῦν ἐλαφρῶς οἱ ἐπιβάται. Ὁ Νικ. Χατζηνικολάου, ἐτῶν 61, ἐκτυπηθεὶς ὑπὸ ἐπιβατικοῦ αὐτοκινήτου ἐπὶ τῆς ὁδοῦ Βασιλ. Ὄλγας, διεκομίσθη εἰς τὸ νοσοκομεῖον ὅπου καὶ ἀπεβίωσε. Ἐπίσης εἰς τὸ 80ὸν χιλιόμετρον τῆς ἐθνικῆς ὁδοῦ Ἀθηνῶν – Λαμίας ἀνετράπη φορτηγὸν αὐτοκίνητον. — [12, 315, 197, 445]
article-text: Αἱ εἰσφοραὶ ὑπὲρ τῶν σεισμοπλήκτων συνεχίζονται μὲ ἀμείωτον ρυθμόν. Μέχρι σήμερον συνεκεντρώθησαν πλέον τῶν 300.000 δραχμῶν, χάρις εἰς τὴν αὐθόρμητον συμμετοχὴν τοῦ λαοῦ. — [592, 1167, 769, 1218]
article-text: ΑΘΗΝΑΙ, 27. – Ὁ ὑπουργὸς Ἐργασίας κ. Λέκκας, ἀπαντῶν εἰς δημοσιεύματα ἐφημερίδων, ἐδήλωσεν ὅτι αἱ ἐλληνικαὶ δημόσιαι ὑπηρεσίαι ἐν Γερμανίᾳ λειτουργοῦν κανονικῶς καὶ ὅτι οὐδεμία μεταβολὴ ἐπῆλθεν εἰς τὴν ἐξυπηρέτησιν τῶν ἐκεῖ ἐργαζομένων Ἑλλήνων. Προσέθεσε δὲ ὅτι ἐπίκειται ἡ ἐνίσχυσις τοῦ προσωπικοῦ τῶν ὑπηρεσιῶν τούτων διὰ τὴν καλυτέραν ἐξυπηρέτησιν τῶν μεταναστῶν. — [12, 575, 197, 675]
article-text: ΑΘΗΝΑΙ, 27. – Μετὰ τριήμερον ἐργασίαν, τὸ συνέδριον τῆς ΑΔΕΔΥ ἐνέκρινε ψήφισμα διὰ τοῦ ὁποίου ἀπαιτεῖται ἡ βελτίωσις τῶν ἀποδοχῶν τῶν δημοσίων ὑπαλλήλων καὶ ἡ θεσμοθέτησις νέου βαθμολογίου. Ἀκολούθως ἐξελέγη ἡ νέα διοίκησις τῆς Ἀνωτάτης Διοικήσεως. — [592, 944, 769, 1014]
continuation-label: ΣΥΝΕΧΕΙΑ ΕΚ ΤΗΣ ΤΗΣ ΣΕΛ. — [414, 1569, 570, 1584]
headline: ΑΠΗΛΛΑΓΗ ΠΑΣΗΣ ΚΑΤΗΓΟΡΙΑΣ Ο ΠΑΝ. ΚΟΥΤΟΥΜΑΝΟΣ ΔΙΑ ΤΗΝ ΥΠΟΘΕΣΙΝ "ΒΙΑΣΜΟΥ" ΤΗΣ Μ. ΠΑΠΑΓΕΩΡΓΙΟΥ — [40, 989, 363, 1045]
continuation-label: ΣΥΝΕΧΕΙΑ ἐκ τῆς 1ης σελίδος — [625, 363, 738, 373]
article-text: ΑΘΗΝΑΙ, 27. – Ἐπελύθη ἡ ἀρμοδίως ὁ κανονισμὸς καὶ ἡ νέα πολιτικὴ διὰ τὴν βιοτεχνίαν, ἡ ὁποία ἀποσκοπεῖ εἰς τὴν ἀνάπτυξιν τοῦ κλάδου. Ὁ ὑπουργὸς Βιομηχανίας ἐδήλωσεν ὅτι προβλέπονται πιστωτικαὶ διευκολύνσεις, ἐκσυγχρονισμὸς τοῦ ἐξοπλισμοῦ καὶ ἐπαγγελματικὴ κατάρτισις τῶν ἐργαζομένων. Ἐπίσης θὰ ἱδρυθοῦν βιοτεχνικαὶ περιοχαὶ εἰς τὰ μεγάλα ἀστικὰ κέντρα. — [1369, 89, 1566, 169]
article-text: ΚΑΡΔΙΤΣΑ, 27. – Ἐνώπιον τοῦ νομάρχου ἐγένετο ἡ ὁρκωμοσία τῶν νέων δημάρχων καὶ προέδρων κοινοτήτων τοῦ νομοῦ. — [407, 1184, 577, 1214]
headline: ΔΥΟ ΟΙ ΝΕΚΡΟΙ ΚΑΙ ΕΠΤΑ ΟΙ ΤΡΑΥΜΑΤΙΑΙ ΕΚ ΔΙΑΦΟΡΩΝ ΤΡΟΧΑΙΩΝ ΔΥΣΤΥΧΗΜΑΤΩΝ ΕΙΣ ΘΕΣΣΑΛΟΝΙΚΗΝ, ΑΘΗΝΑΣ ΚΑΙ ΥΠΑΙΘΡΟΝ — [25, 255, 379, 311]
article-text: τὸ βάθρον τοῦ ἐκλογικοῦ, ἀπὸ τὸ ὁποῖον οὐδὲν ἐκτὸς τῶν ὑπολοίπων ἐπιλέγεται. Ἡ ἐπεξεργασία τῶν στοιχείων συνεχίζεται. — [592, 374, 772, 403]
article-text: Ὁ κ. Νηρβίσμου εἶναι ἐξαιρετικὰ φιλέλλην καὶ ἔχει ἐπανειλημμένως ὑποστηρίξει εἰς τὸ Κογκρέσσον τὰ ἑλληνικὰ θέματα. Ἐπισκεφθεὶς τὴν Ἑλλάδα ἀνεγνώρισε τὴν πρόοδον τῆς χώρας εἰς ὅλους τοὺς τομεῖς. — [1369, 838, 1566, 888]
article-text: Ὁ Ἀμερικανὸς βουλευτὴς ἐδήλωσεν ὅτι ὑποστηρίζει τὴν συνεργασίαν μετὰ τῆς Ἑλλάδος καὶ ὅτι ἡ χώρα του ἐκτιμᾷ τὴν συμβολὴν τῆς Ἑλλάδος εἰς τὸ ΝΑΤΟ. Προσέθεσε δὲ ὅτι θὰ ἐνημερώσῃ τὸ Κογκρέσσον διὰ τὰς ἐντυπώσεις του. — [1162, 851, 1359, 901]
article-text: Ὁ Ἀμερικανὸς βουλευτὴς ἐδήλωσεν ὅτι ὑποστηρίζει τὴν συνεργασίαν μετὰ τῆς Ἑλλάδος καὶ ὅτι ἡ χώρα του ἐκτιμᾷ τὴν συμβολὴν τῆς Ἑλλάδος εἰς τὸ ΝΑΤΟ. Προσέθεσε δὲ ὅτι θὰ ἐνημερώσῃ τὸ Κογκρέσσον διὰ τὰς ἐντυπώσεις του. — [1369, 663, 1566, 713]
subheadline: ΑΙ ΑΛΛΑΙ ΑΠΟΦΑΣΕΙΣ ΤΟΥ ΕΚΤΑΚΤΟΥ ΣΤΡΑΤΟΔΙΚΕΙΟΥ — [23, 80, 381, 97]
price-row: Ῥοῦπ 252.00 — [427, 474, 575, 484]
article-text: Ἡ ἐπὶ τῆς προσεγγίσεως πρὸς τὴν Ε.Κ. ἀπάντησις τῶν στελεχῶν τῆς Ε.Δ.Α. περιέχει ἀναλυτικὴν καταγραφὴν τῶν ὑποψηφίων καὶ τῶν συνδυασμῶν εἰς ἕκαστον δῆμον. Διὰ τὴν μείζονα Θεσσαλονίκην, ἡ ἔκθεσις χαρακτηρίζει τοὺς δημοτικοὺς συμβούλους ἀναλόγως τῆς πολιτικῆς των τοποθετήσεως. — [779, 584, 961, 654]
article-text: Εἰς φυλάκισιν ἐννέα μηνῶν καὶ χρηματικὴν ποινὴν 10.000 δρχ. κατεδικάσθη ὑπὸ τοῦ Ἐκτάκτου Στρατοδικείου Θεσσαλονίκης ὁ Γ. Κωνσταντινίδης, ἐτῶν 39 ἑστιάτωρ, διότι διέθετε πρὸς κατανάλωσιν ἠλλοιωμένα κοτόπουλα καὶ κρέατα. Ὑπὸ τοῦ ἰδίου δικαστηρίου κατεδικάσθησαν ἐπίσης εἰς φυλάκισιν ὁ Εὐάγγελος Κυριακίδης, ἐτῶν 38, εἰς 6 μῆνας διὰ παράβασιν ἀγορανομικῶν διατάξεων, ὁ Ἀθανάσιος Τζιόλας, ἐτῶν 44, εἰς 4 μῆνας καὶ ὁ Κωνσταντῖνος Γιαννόπουλος εἰς 3 μῆνας. Ἀπηλλάγησαν δὲ ἐκ τῆς κατηγορίας ὁ Ἰωάννης Παπαδόπουλος καὶ ὁ Γεώργιος Μαυρίδης, ἐλλείψει ἀποδείξεων. — [12, 100, 197, 240]
section-label: ΝΟΜΟΣ ΧΑΝΙΩΝ — [1022, 928, 1093, 939]
article-text: Ὁ ὑπουργὸς ἀνεκοίνωσε τὰ μέτρα διὰ τὴν ἐφαρμογὴν τῆς νέας πολιτικῆς τιμῶν, τὰ ὁποῖα θὰ ἰσχύσουν ἀπὸ τοῦ προσεχοῦς μηνός. — [1369, 305, 1566, 334]
article-text: Ἡ ἐπὶ τῆς προσεγγίσεως πρὸς τὴν Ε.Κ. ἀπάντησις τῶν στελεχῶν τῆς Ε.Δ.Α. περιέχει ἀναλυτικὴν καταγραφὴν τῶν ὑποψηφίων καὶ τῶν συνδυασμῶν εἰς ἕκαστον δῆμον. Διὰ τὴν μείζονα Θεσσαλονίκην, ἡ ἔκθεσις χαρακτηρίζει τοὺς δημοτικοὺς συμβούλους ἀναλόγως τῆς πολιτικῆς των τοποθετήσεως. — [592, 738, 772, 808]
article-text: Δήμαρχος Ἄρτης Ἀθανάσιος Κοντογιάννης, Ε.Κ. Σύμβουλοι Ε.Δ.Α.: 2. — [968, 378, 1149, 397]
section-label: ΝΟΜΟΣ ΠΡΕΒΕΖΗΣ — [1016, 402, 1100, 413]
section-label: ΝΟΜΟΣ ΛΕΥΚΑΔΟΣ — [1016, 440, 1101, 451]
headline: ΟΜΟΓΕΝΕΙΣ ΕΞ ΑΙΘΙΟΠΙΑΣ ΕΥΧΑΡΙΣΤΟΥΝ ΤΟΝ Κ. ΠΑΤΤΑΚΟΝ ΔΙΑ ΤΑΧΥΤΑΤΗΝ ΕΝΕΡΓΕΙΑΝ ΕΠΙ ΤΟΥ ΑΙΤΗΣΕΩΣ ΑΥΤΟΥ — [15, 824, 389, 880]
article-text: Ὁ κ. Νηρβίσμου εἶναι ἐξαιρετικὰ φιλέλλην καὶ ἔχει ἐπανειλημμένως ὑποστηρίξει εἰς τὸ Κογκρέσσον τὰ ἑλληνικὰ θέματα. Ἐπισκεφθεὶς τὴν Ἑλλάδα ἀνεγνώρισε τὴν πρόοδον τῆς χώρας εἰς ὅλους τοὺς τομεῖς. — [1162, 742, 1359, 793]
continuation-label: ΣΥΝΕΧΕΙΑ ἐκ τῆς 1ης σελίδος — [624, 1102, 737, 1112]
article-text: Ἡ ἐπὶ τῆς προσεγγίσεως πρὸς τὴν Ε.Κ. ἀπάντησις τῶν στελεχῶν τῆς Ε.Δ.Α. περιέχει ἀναλυτικὴν καταγραφὴν τῶν ὑποψηφίων καὶ τῶν συνδυασμῶν εἰς ἕκαστον δῆμον. Διὰ τὴν μείζονα Θεσσαλονίκην, ἡ ἔκθεσις χαρακτηρίζει τοὺς δημοτικοὺς συμβούλους ἀναλόγως τῆς πολιτικῆς των τοποθετήσεως. — [592, 421, 772, 491]
article-text: ΑΘΗΝΑΙ, 27. – Ὁ Ἐθνικὸς Ὀργανισμὸς Τουρισμοῦ θὰ συμμετάσχῃ εἰς τὰς ἐκδηλώσεις τῆς «Ἑβδομάδος Ἀθηνῶν». — [407, 1093, 577, 1123]
headline: ΕΚΠΡΟΣΩΠΟΙ ΤΗΣ "ΛΙΤΤΟΝ" ΜΕΛΕΤΟΥΝ ΔΥΝΑΤΟΤΗΤΑΣ ΔΙΑ ΒΙΟΜΗΧΑΝΙΚΗΝ ΑΝΑΠΤΥΞΙΝ ΤΗΣ ΠΕΛΟΠΟΝΝΗΣΟΥ — [39, 690, 364, 746]
headline: Ο Κ. ΛΕΚΚΑΣ ΠΑΡΕΧΕΙ ΔΙΕΥΚΡΙΝΙΣΕΙΣ ΕΠΙ ΤΟΥ ΘΕΜΑΤΟΣ ΤΩΝ ΕΝ ΓΕΡΜΑΝΙΑ ΕΛΛΗΝΙΚΩΝ ΔΗΜΟΣΙΩΝ ΥΠΗΡΕΣΙΩΝ — [15, 516, 389, 572]
section-label: ΝΟΜΟΣ ΛΑΣΙΘΙΟΥ — [1019, 476, 1097, 487]
article-text: Εἰς τὴν περιφέρειαν Θεσσαλονίκης αἱ συνεργασίαι ὑπῆρξαν εὐρύτεραι. — [779, 707, 961, 728]
article-text: Ἐξ ἄλλου, κατὰ πληροφορίας ἐκ Κονγκό, αἱ ἐκτελέσεις συνεχίζονται εἰς πολλὰς περιοχάς. — [407, 1586, 577, 1616]
article-text: Δήμαρχος Νικόλαος Μέτσης, ἐκλεγεὶς μὲ τὴν ὑποστήριξιν τῆς Ε.Κ. καὶ τῆς Ε.Δ.Α. — [592, 714, 772, 734]
